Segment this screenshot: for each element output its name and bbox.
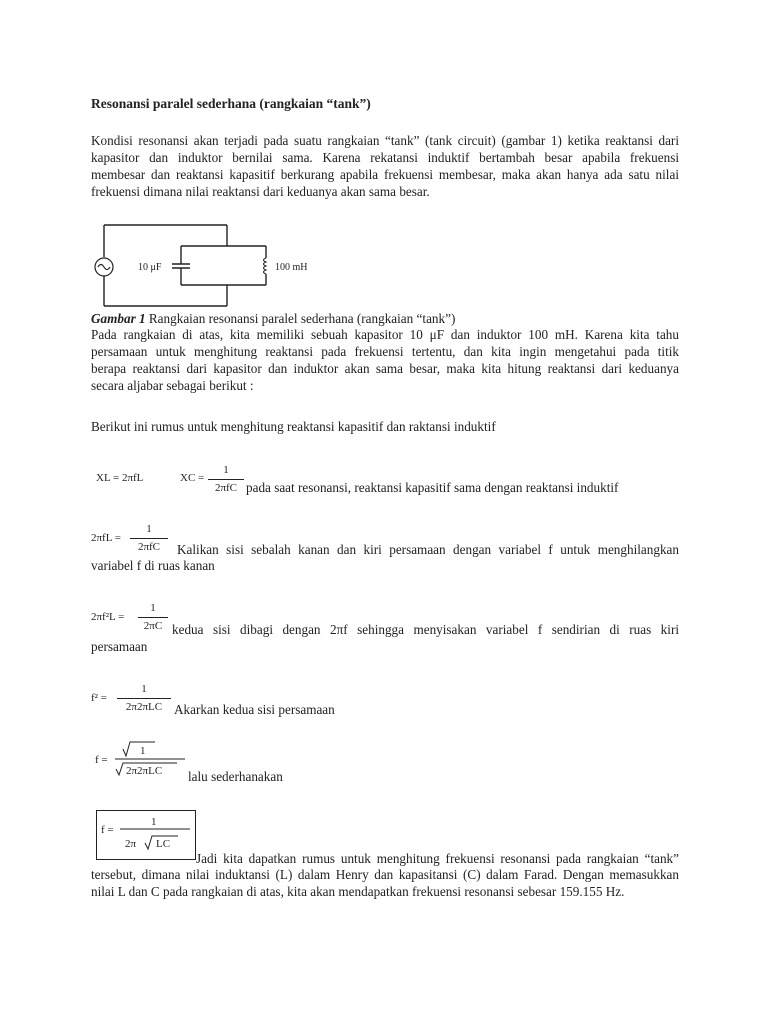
eq1-xl: XL = 2πfL xyxy=(96,472,144,484)
intro-line: Kondisi resonansi akan terjadi pada suatu rangkaian “tank” (tank circuit) (gambar 1) ketika reaktansi dari xyxy=(91,133,679,148)
intro-line: kapasitor dan induktor bernilai sama. Karena rekatansi induktif bertambah besar apabila frekuensi xyxy=(91,150,679,165)
eq5-numerator: 1 xyxy=(140,745,146,757)
eq2-fraction xyxy=(130,521,168,556)
intro-line: membesar dan reaktansi kapasitif berkurang apabila frekuensi membesar, maka akan hanya ada satu nilai xyxy=(91,167,679,182)
eq4-fraction xyxy=(117,681,171,716)
eq2-numerator: 1 xyxy=(146,523,152,535)
eq4-lhs: f² = xyxy=(91,692,107,704)
paragraph-2 xyxy=(91,326,679,394)
eq6-den-pre: 2π xyxy=(125,838,137,850)
document-title: Resonansi paralel sederhana (rangkaian “tank”) xyxy=(91,96,371,111)
eq4-numerator: 1 xyxy=(141,683,147,695)
eq2-lhs: 2πfL = xyxy=(91,532,121,544)
eq4-text: Akarkan kedua sisi persamaan xyxy=(174,702,335,717)
eq1-denominator: 2πfC xyxy=(214,482,238,494)
conclusion-paragraph xyxy=(91,866,679,900)
eq3-text-1: kedua sisi dibagi dengan 2πf sehingga menyisakan variabel f sendirian di ruas kiri xyxy=(172,622,679,637)
eq1-numerator: 1 xyxy=(223,464,229,476)
formula-intro: Berikut ini rumus untuk menghitung reaktansi kapasitif dan raktansi induktif xyxy=(91,419,496,434)
eq6-lhs: f = xyxy=(101,824,114,836)
tank-circuit-diagram xyxy=(90,222,330,310)
caption-prefix: Gambar 1 xyxy=(91,311,146,326)
eq6-numerator: 1 xyxy=(151,816,157,828)
caption-text: Rangkaian resonansi paralel sederhana (rangkaian “tank”) xyxy=(145,311,456,326)
para2-line: berapa reaktansi dari kapasitor dan induktor akan sama besar, maka kita hitung reaktansi dari keduanya xyxy=(91,361,679,376)
eq5-text: lalu sederhanakan xyxy=(188,769,283,784)
intro-line: frekuensi dimana nilai reaktansi dari keduanya akan sama besar. xyxy=(91,184,430,199)
conclusion-line: nilai L dan C pada rangkaian di atas, kita akan mendapatkan frekuensi resonansi sebesar 159.155 Hz. xyxy=(91,884,625,899)
para2-line: Pada rangkaian di atas, kita memiliki sebuah kapasitor 10 μF dan induktor 100 mH. Karena kita tahu xyxy=(91,327,679,342)
eq2-text-2: variabel f di ruas kanan xyxy=(91,558,215,573)
eq3-lhs: 2πf²L = xyxy=(91,611,125,623)
conclusion-line: tersebut, dimana nilai induktansi (L) dalam Henry dan kapasitansi (C) dalam Farad. Dengan memasukkan xyxy=(91,867,679,882)
eq5-root-fraction xyxy=(113,739,188,779)
eq2-text-1: Kalikan sisi sebalah kanan dan kiri persamaan dengan variabel f untuk menghilangkan xyxy=(177,542,679,557)
inductor-label: 100 mH xyxy=(275,262,308,273)
capacitor-icon xyxy=(172,264,190,268)
eq3-text-2: persamaan xyxy=(91,639,148,654)
eq6-fraction xyxy=(118,812,192,856)
capacitor-label: 10 μF xyxy=(138,262,162,273)
inductor-icon xyxy=(264,258,267,274)
eq1-text: pada saat resonansi, reaktansi kapasitif sama dengan reaktansi induktif xyxy=(246,480,619,495)
eq6-den-root: LC xyxy=(156,838,171,850)
para2-line: persamaan untuk menghitung reaktansi pada frekuensi tertentu, dan kita ingin mengetahui pada titik xyxy=(91,344,679,359)
conclusion-line-1: Jadi kita dapatkan rumus untuk menghitung frekuensi resonansi pada rangkaian “tank” xyxy=(196,851,679,866)
figure-caption xyxy=(91,310,455,327)
para2-line: secara aljabar sebagai berikut : xyxy=(91,378,254,393)
eq5-lhs: f = xyxy=(95,754,108,766)
eq3-denominator: 2πC xyxy=(143,620,163,632)
intro-paragraph xyxy=(91,132,679,200)
eq2-denominator: 2πfC xyxy=(137,541,161,553)
eq1-fraction xyxy=(208,462,244,497)
eq1-xc-lhs: XC = xyxy=(180,472,205,484)
eq5-denominator: 2π2πLC xyxy=(126,765,163,777)
eq3-numerator: 1 xyxy=(150,602,156,614)
eq4-denominator: 2π2πLC xyxy=(125,701,163,713)
eq3-fraction xyxy=(138,600,168,635)
